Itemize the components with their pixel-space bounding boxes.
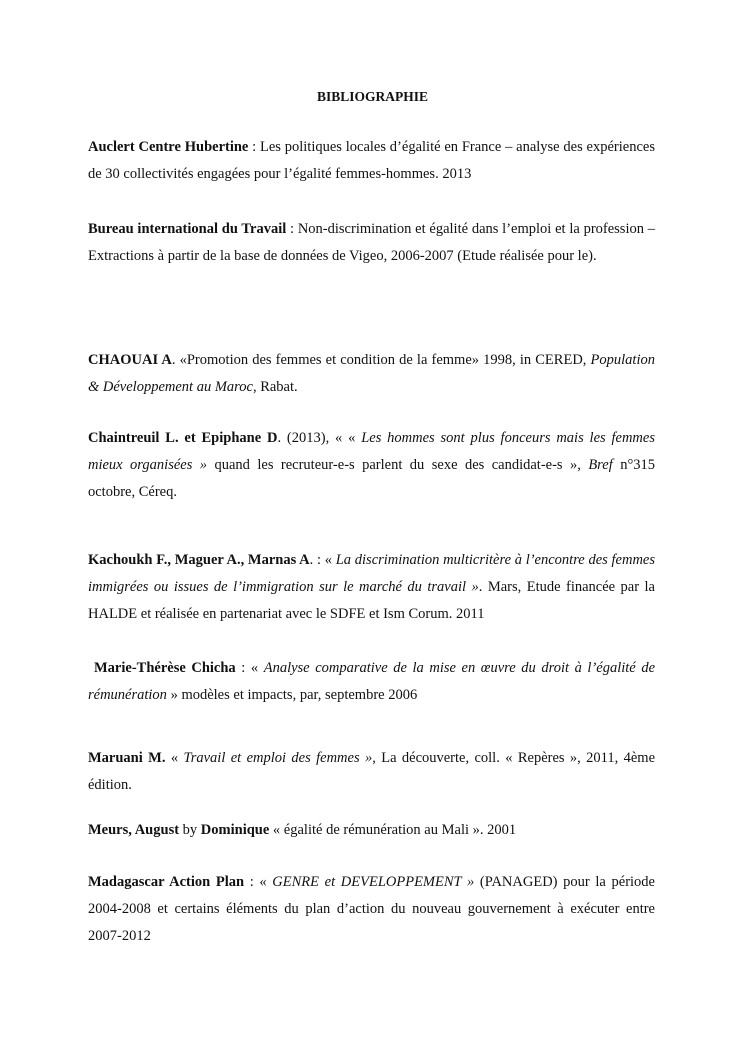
entry-text: « xyxy=(165,750,184,766)
page-title: BIBLIOGRAPHIE xyxy=(316,89,429,104)
bibliography-entry-bit xyxy=(88,216,655,270)
entry-text: by xyxy=(179,822,201,838)
entry-text: . «Promotion des femmes et condition de la femme» 1998, in CERED, xyxy=(171,352,591,368)
entry-title: Population & Développement au Maroc xyxy=(88,352,655,395)
entry-title: La discrimination multicritère à l’encontre des femmes immigrées ou issues de l’immigration sur le marché du travail » xyxy=(88,552,656,595)
entry-author: Meurs, August xyxy=(88,822,180,838)
entry-title: Travail et emploi des femmes » xyxy=(183,750,373,766)
entry-text: , La découverte, coll. « Repères », 2011, 4ème édition. xyxy=(88,750,656,793)
entry-journal: Bref xyxy=(588,457,613,473)
entry-text: : « xyxy=(244,874,273,890)
entry-title: Les hommes sont plus fonceurs mais les femmes mieux organisées » xyxy=(88,430,655,473)
entry-text: . (2013), « « xyxy=(277,430,362,446)
bibliography-entry-chicha xyxy=(88,655,655,709)
entry-text: : Non-discrimination et égalité dans l’emploi et la profession – Extractions à partir de la base de données de Vigeo, 2006-2007 (Etude réalisée pour le). xyxy=(88,221,655,264)
bibliography-entry-chaouai xyxy=(88,347,655,401)
entry-author: Maruani M. xyxy=(88,750,166,766)
entry-text: : « xyxy=(235,660,264,676)
entry-text: « égalité de rémunération au Mali ». 2001 xyxy=(269,822,517,838)
entry-author: Madagascar Action Plan xyxy=(88,874,245,890)
entry-title: Analyse comparative de la mise en œuvre du droit à l’égalité de rémunération xyxy=(88,660,656,703)
entry-text: : Les politiques locales d’égalité en France – analyse des expériences de 30 collectivités engagées pour l’égalité femmes-hommes. 2013 xyxy=(88,139,655,182)
bibliography-entry-auclert xyxy=(88,134,655,188)
bibliography-entry-madagascar xyxy=(88,869,655,950)
entry-author: CHAOUAI A xyxy=(88,352,172,368)
entry-text: quand les recruteur-e-s parlent du sexe des candidat-e-s », xyxy=(207,457,589,473)
bibliography-entry-meurs xyxy=(88,817,655,844)
entry-author: Chaintreuil L. et Epiphane D xyxy=(88,430,278,446)
bibliography-entry-maruani xyxy=(88,745,655,799)
entry-text: . Mars, Etude financée par la HALDE et réalisée en partenariat avec le SDFE et Ism Corum. 2011 xyxy=(88,579,655,622)
entry-title: GENRE et DEVELOPPEMENT » xyxy=(272,874,475,890)
entry-author: Marie-Thérèse Chicha xyxy=(94,660,236,676)
entry-text: (PANAGED) pour la période 2004-2008 et certains éléments du plan d’action du nouveau gouvernement à exécuter entre 2007-2012 xyxy=(88,874,655,944)
entry-author: Bureau international du Travail xyxy=(88,221,287,237)
bibliography-entry-chaintreuil xyxy=(88,425,655,506)
entry-text: . : « xyxy=(309,552,336,568)
entry-author: Kachoukh F., Maguer A., Marnas A xyxy=(88,552,310,568)
entry-text: » modèles et impacts, par, septembre 2006 xyxy=(166,687,418,703)
entry-text: n°315 octobre, Céreq. xyxy=(88,457,655,500)
entry-author-second: Dominique xyxy=(200,822,270,838)
bibliography-entry-kachoukh xyxy=(88,547,655,628)
entry-text: , Rabat. xyxy=(252,379,298,395)
entry-author: Auclert Centre Hubertine xyxy=(88,139,249,155)
